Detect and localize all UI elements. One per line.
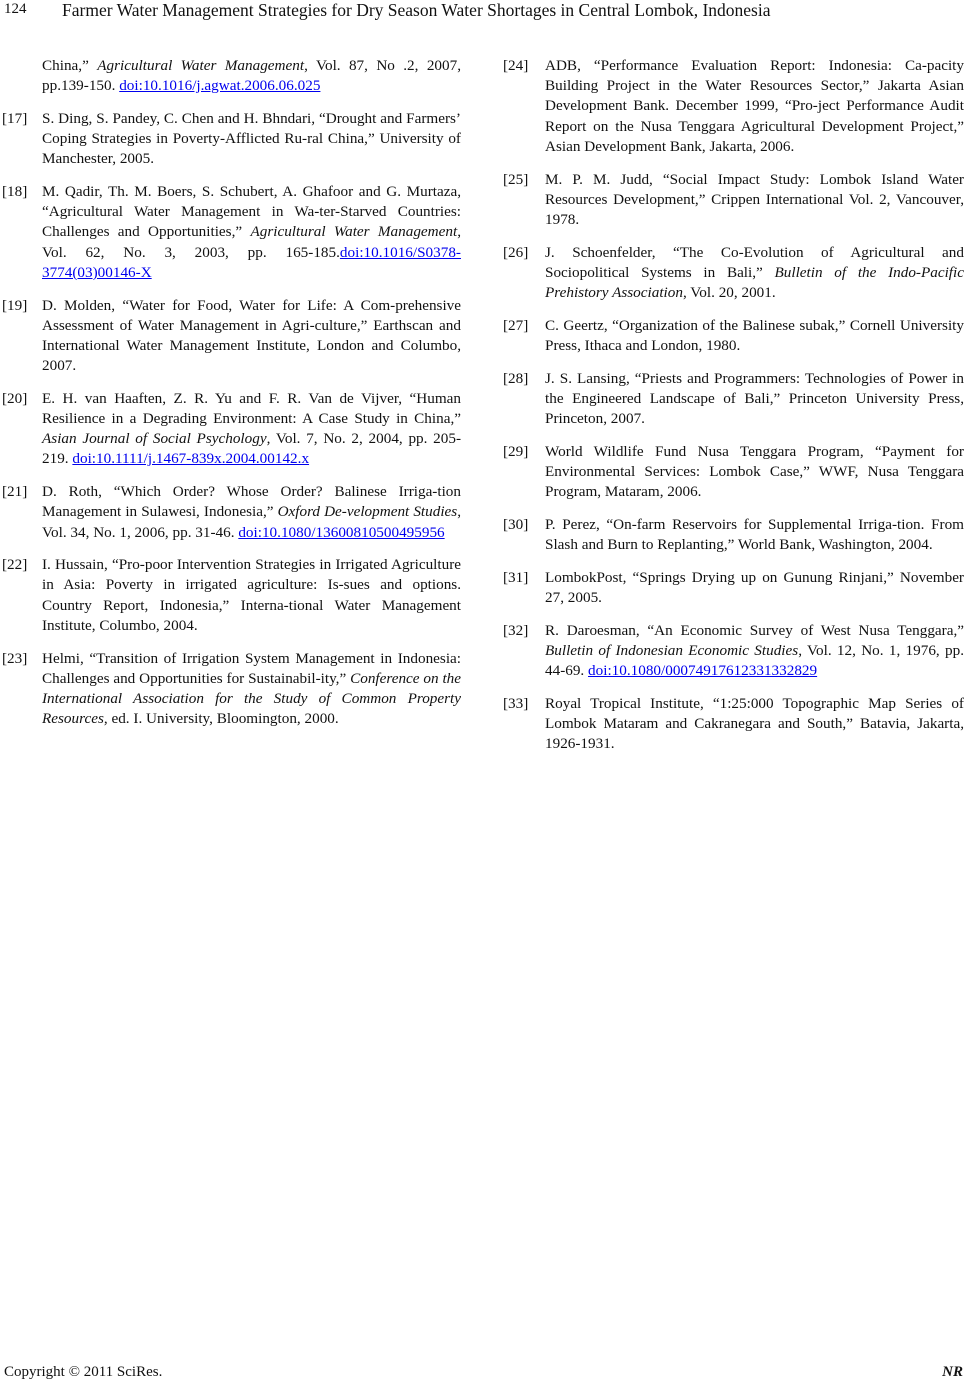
ref-text: S. Ding, S. Pandey, C. Chen and H. Bhndari, “Drought and Farmers’ Coping Strategies in Poverty-Afflicted Ru-ral China,” University of Manchester, 2005. (42, 109, 461, 168)
page-header (0, 0, 967, 24)
reference-item (2, 389, 462, 470)
right-reference-list (503, 56, 964, 754)
reference-item (503, 621, 964, 682)
reference-number: [22] (2, 556, 28, 574)
reference-item (503, 170, 964, 231)
reference-number: [19] (2, 296, 28, 314)
reference-item (503, 243, 964, 304)
ref-details: , Vol. 34, No. 1, 2006, pp. 31-46. (42, 503, 461, 541)
copyright-notice: Copyright © 2011 SciRes. (4, 1364, 163, 1380)
ref-text: ADB, “Performance Evaluation Report: Indonesia: Ca-pacity Building Project in the Water Resources Sector,” Jakarta Asian Development Bank. December 1999, “Pro-ject Performance Audit Report on the Nusa Tenggara Agricultural Development Project,” Asian Development Bank, Jakarta, 2006. (545, 57, 964, 155)
ref-details: , ed. I. University, Bloomington, 2000. (103, 710, 339, 728)
doi-link[interactable]: doi:10.1016/S0378-3774(03)00146-X (42, 243, 461, 281)
reference-number: [33] (503, 694, 529, 712)
reference-continuation (42, 56, 461, 96)
reference-number: [28] (503, 369, 529, 387)
ref-journal: Conference on the International Association for the Study of Common Property Resources (42, 669, 461, 728)
ref-journal: Bulletin of Indonesian Economic Studies (545, 641, 799, 659)
reference-item (2, 649, 461, 730)
ref-text: C. Geertz, “Organization of the Balinese subak,” Cornell University Press, Ithaca and London, 1980. (545, 316, 964, 354)
doi-link[interactable]: doi:10.1111/j.1467-839x.2004.00142.x (72, 450, 310, 468)
reference-item (503, 369, 964, 430)
reference-number: [27] (503, 316, 529, 334)
doi-link[interactable]: doi:10.1080/00074917612331332829 (588, 662, 818, 680)
reference-number: [23] (2, 649, 28, 667)
ref-text: World Wildlife Fund Nusa Tenggara Program, “Payment for Environmental Services: Lombok Case,” WWF, Nusa Tenggara Program, Mataram, 2006. (545, 442, 964, 501)
reference-item (503, 56, 964, 157)
ref-text: M. Qadir, Th. M. Boers, S. Schubert, A. Ghafoor and G. Murtaza, “Agricultural Water Management in Wa-ter-Starved Countries: Challenges and Opportunities,” (42, 183, 461, 241)
ref-journal: Agricultural Water Management (97, 57, 305, 74)
reference-item (503, 515, 964, 555)
ref-details: , Vol. 87, No .2, 2007, pp.139-150. (42, 57, 461, 95)
ref-journal: Oxford De-velopment Studies (277, 503, 458, 521)
ref-text: I. Hussain, “Pro-poor Intervention Strategies in Irrigated Agriculture in Asia: Poverty in irrigated agriculture: Is-sues and options. Country Report, Indonesia,” Interna-tional Water Management Institute, Columbo, 2004. (42, 556, 461, 634)
left-column (2, 56, 462, 742)
reference-number: [24] (503, 57, 529, 74)
reference-number: [32] (503, 621, 529, 639)
ref-text: LombokPost, “Springs Drying up on Gunung Rinjani,” November 27, 2005. (545, 568, 964, 606)
reference-number: [25] (503, 170, 529, 188)
reference-item (2, 482, 461, 543)
reference-item (2, 296, 461, 377)
doi-link[interactable]: doi:10.1080/13600810500495956 (238, 523, 445, 541)
reference-item (503, 694, 964, 755)
ref-details: , Vol. 62, No. 3, 2003, pp. 165-185. (42, 223, 461, 261)
ref-text: J. S. Lansing, “Priests and Programmers: Technologies of Power in the Engineered Landscape of Bali,” Princeton University Press, Princeton, 2007. (545, 369, 964, 428)
ref-journal: Agricultural Water Management (250, 223, 458, 241)
reference-number: [17] (2, 109, 28, 127)
page-footer (0, 1364, 967, 1384)
reference-number: [31] (503, 568, 529, 586)
ref-journal: Asian Journal of Social Psychology (42, 430, 267, 448)
reference-number: [21] (2, 483, 28, 501)
reference-number: [18] (2, 183, 28, 201)
ref-text: China,” (42, 57, 98, 74)
ref-details: , Vol. 20, 2001. (682, 284, 776, 302)
journal-abbreviation: NR (942, 1364, 963, 1380)
ref-text: R. Daroesman, “An Economic Survey of West Nusa Tenggara,” (545, 621, 964, 639)
reference-number: [29] (503, 442, 529, 460)
reference-item (2, 109, 461, 170)
reference-item (503, 568, 964, 608)
reference-number: [20] (2, 389, 28, 407)
ref-text: D. Molden, “Water for Food, Water for Life: A Com-prehensive Assessment of Water Management in Agri-culture,” Earthscan and International Water Management Institute, London and Columbo, 2007. (42, 296, 461, 375)
reference-item (503, 442, 964, 503)
ref-details: , Vol. 7, No. 2, 2004, pp. 205-219. (42, 430, 462, 468)
doi-link[interactable]: doi:10.1016/j.agwat.2006.06.025 (119, 77, 321, 95)
ref-text: Helmi, “Transition of Irrigation System Management in Indonesia: Challenges and Opportunities for Sustainabil-ity,” (42, 649, 461, 687)
page-number: 124 (4, 1, 27, 17)
running-title: Farmer Water Management Strategies for Dry Season Water Shortages in Central Lombok, Indonesia (62, 0, 771, 20)
right-column (503, 56, 964, 767)
ref-text: J. Schoenfelder, “The Co-Evolution of Agricultural and Sociopolitical Systems in Bali,” (545, 243, 964, 281)
reference-number: [30] (503, 515, 529, 533)
ref-journal: Bulletin of the Indo-Pacific Prehistory Association (545, 263, 964, 302)
ref-text: E. H. van Haaften, Z. R. Yu and F. R. Van de Vijver, “Human Resilience in a Degrading Environment: A Case Study in China,” (42, 389, 461, 428)
reference-item (2, 182, 461, 283)
ref-text: D. Roth, “Which Order? Whose Order? Balinese Irriga-tion Management in Sulawesi, Indonesia,” (42, 483, 461, 521)
reference-item (2, 555, 461, 636)
ref-text: P. Perez, “On-farm Reservoirs for Supplemental Irriga-tion. From Slash and Burn to Replanting,” World Bank, Washington, 2004. (545, 515, 964, 554)
left-reference-list (2, 109, 462, 729)
ref-text: M. P. M. Judd, “Social Impact Study: Lombok Island Water Resources Development,” Crippen International Vol. 2, Vancouver, 1978. (545, 170, 964, 228)
ref-details: , Vol. 12, No. 1, 1976, pp. 44-69. (545, 641, 964, 680)
ref-text: Royal Tropical Institute, “1:25:000 Topographic Map Series of Lombok Mataram and Cakranegara and South,” Batavia, Jakarta, 1926-1931. (545, 694, 964, 753)
reference-item (503, 316, 964, 356)
reference-number: [26] (503, 243, 529, 261)
